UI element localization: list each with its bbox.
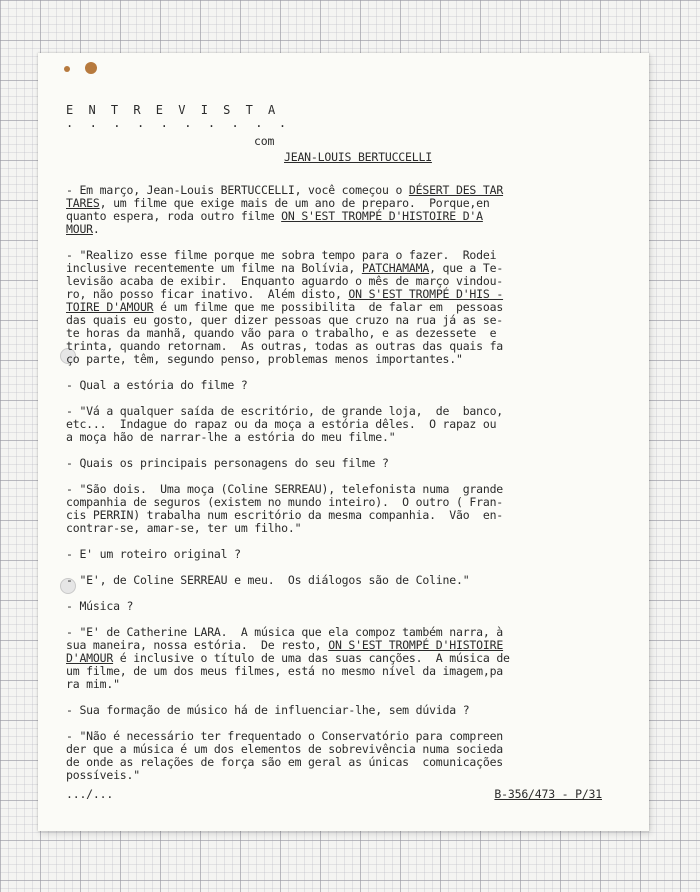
- answer-4: - "E', de Coline SERREAU e meu. Os diálogos são de Coline.": [66, 573, 470, 587]
- interview-text: [66, 104, 602, 801]
- rust-spot: [85, 62, 97, 74]
- question-2: - Qual a estória do filme ?: [66, 378, 248, 392]
- page-footer: [66, 788, 602, 801]
- answer-6: - "Não é necessário ter frequentado o Conservatório para compreen der que a música é um dos elementos de sobrevivência numa socieda de onde as relações de força são em geral as únicas comunicações possíveis.": [66, 729, 504, 782]
- with-label: com: [254, 134, 275, 148]
- title-dots: . . . . . . . . . .: [66, 116, 291, 130]
- question-1: - Em março, Jean-Louis BERTUCCELLI, você começou o DÉSERT DES TAR TARES, um filme que exige mais de um ano de preparo. Porque,en quanto espera, roda outro filme ON S'EST TROMPÉ D'HISTOIRE D'A MOUR.: [66, 183, 504, 236]
- answer-2: - "Vá a qualquer saída de escritório, de grande loja, de banco, etc... Indague do rapaz ou da moça a estória dêles. O rapaz ou a moça hão de narrar-lhe a estória do meu filme.": [66, 404, 504, 444]
- question-4: - E' um roteiro original ?: [66, 547, 241, 561]
- question-5: - Música ?: [66, 599, 134, 613]
- question-6: - Sua formação de músico há de influenciar-lhe, sem dúvida ?: [66, 703, 470, 717]
- doc-title: E N T R E V I S T A: [66, 103, 280, 117]
- subject-heading: JEAN-LOUIS BERTUCCELLI: [284, 150, 432, 164]
- reference-code: B-356/473 - P/31: [494, 787, 602, 801]
- answer-1: - "Realizo esse filme porque me sobra tempo para o fazer. Rodei inclusive recentemente um filme na Bolívia, PATCHAMAMA, que a Te- levisão acaba de exibir. Enquanto aguardo o mês de março vindou- ro, não posso ficar inativo. Além disto, ON S'EST TROMPÉ D'HIS - TOIRE D'AMOUR é um filme que me possibilita de falar em pessoas das quais eu gosto, quer dizer pessoas que cruzo na rua já as se- te horas da manhã, quando vão para o trabalho, e as dezessete e trinta, quando retornam. As outras, todas as outras das quais fa ço parte, têm, segundo penso, problemas menos importantes.": [66, 248, 504, 366]
- answer-3: - "São dois. Uma moça (Coline SERREAU), telefonista numa grande companhia de seguros (existem no mundo inteiro). O outro ( Fran- cis PERRIN) trabalha num escritório da mesma companhia. Vão en- contrar-se, amar-se, ter um filho.": [66, 482, 504, 535]
- rust-spot: [64, 66, 70, 72]
- continued-marker: .../...: [66, 787, 114, 801]
- answer-5: - "E' de Catherine LARA. A música que ela compoz também narra, à sua maneira, nossa estória. De resto, ON S'EST TROMPÉ D'HISTOIRE D'AMOUR é inclusive o título de uma das suas canções. A música de um filme, de um dos meus filmes, está no mesmo nível da imagem,pa ra mim.": [66, 625, 510, 691]
- question-3: - Quais os principais personagens do seu filme ?: [66, 456, 389, 470]
